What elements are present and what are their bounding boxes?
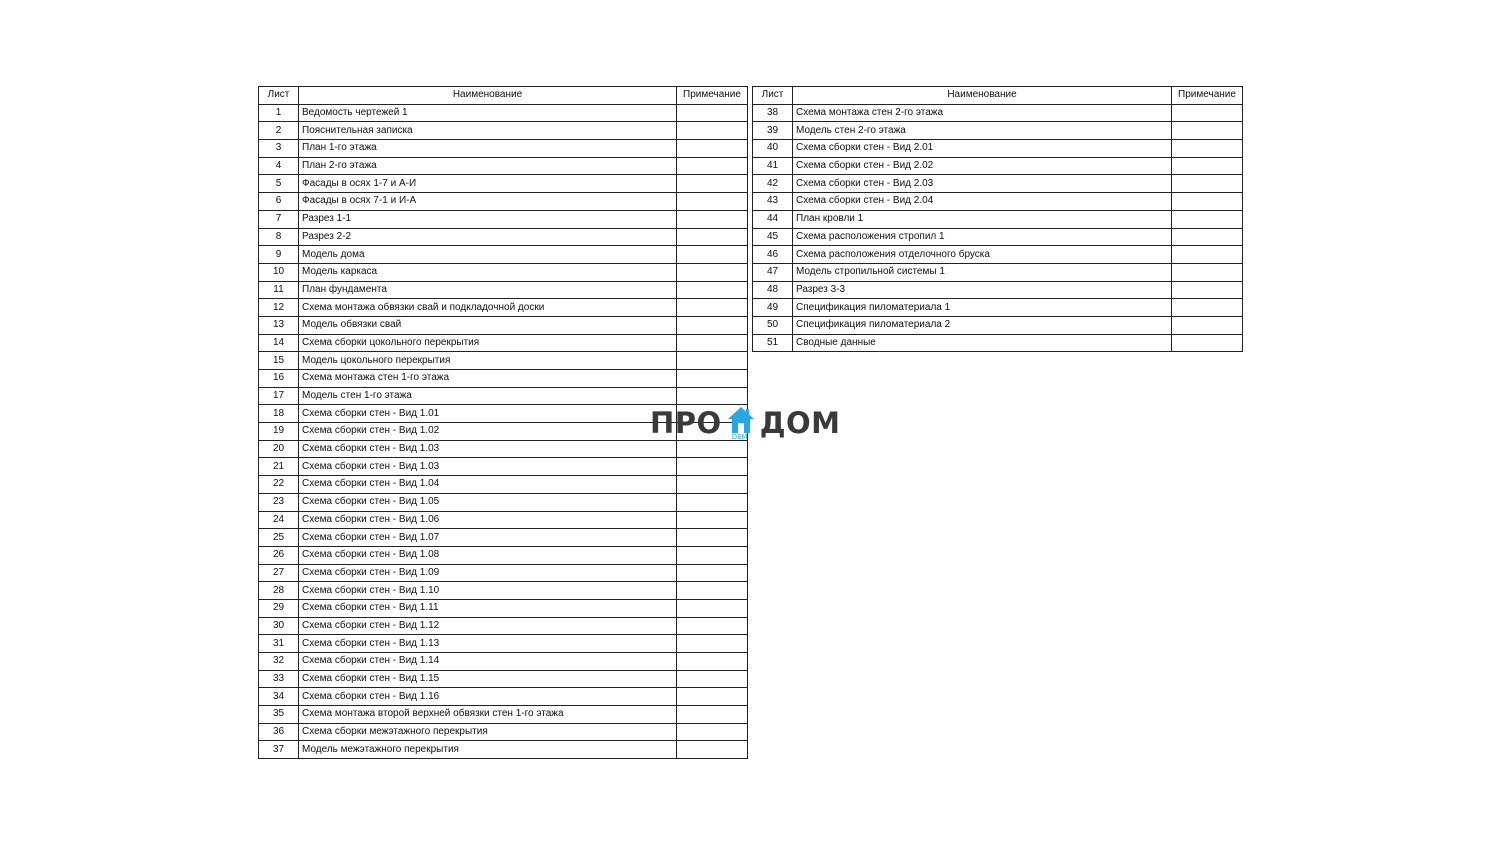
sheet-number-cell: 21 (259, 458, 299, 476)
sheet-number-cell: 26 (259, 546, 299, 564)
table-header-row (259, 87, 748, 105)
sheet-name-cell: Фасады в осях 7-1 и И-А (299, 193, 677, 211)
note-cell (677, 246, 748, 264)
table-row (259, 582, 748, 600)
note-cell (677, 157, 748, 175)
table-row (259, 688, 748, 706)
watermark-logo (650, 403, 841, 443)
note-cell (677, 635, 748, 653)
table-row (259, 193, 748, 211)
sheet-number-cell: 47 (753, 263, 793, 281)
note-cell (677, 228, 748, 246)
note-cell (1172, 263, 1243, 281)
watermark-left-text: ПРО (650, 406, 722, 440)
note-cell (1172, 334, 1243, 352)
note-cell (1172, 140, 1243, 158)
table-row (259, 299, 748, 317)
sheet-name-cell: Схема сборки стен - Вид 1.07 (299, 529, 677, 547)
sheet-name-cell: Схема монтажа второй верхней обвязки стен 1-го этажа (299, 706, 677, 724)
table-row (259, 546, 748, 564)
sheet-name-cell: Схема монтажа обвязки свай и подкладочной доски (299, 299, 677, 317)
sheet-name-cell: Схема сборки стен - Вид 1.10 (299, 582, 677, 600)
sheet-name-cell: Схема сборки стен - Вид 1.16 (299, 688, 677, 706)
sheet-name-cell: Схема сборки стен - Вид 2.03 (793, 175, 1172, 193)
sheet-name-cell: Разрез 2-2 (299, 228, 677, 246)
note-cell (677, 599, 748, 617)
note-cell (1172, 157, 1243, 175)
sheet-name-cell: Схема сборки стен - Вид 1.03 (299, 458, 677, 476)
table-row (753, 316, 1243, 334)
note-cell (677, 263, 748, 281)
sheet-number-cell: 35 (259, 706, 299, 724)
note-cell (677, 688, 748, 706)
sheet-name-cell: Модель каркаса (299, 263, 677, 281)
table-header-row (753, 87, 1243, 105)
sheet-name-cell: Схема сборки стен - Вид 2.01 (793, 140, 1172, 158)
note-cell (677, 529, 748, 547)
table-row (753, 334, 1243, 352)
sheet-name-cell: Сводные данные (793, 334, 1172, 352)
sheet-name-cell: План фундамента (299, 281, 677, 299)
note-cell (677, 140, 748, 158)
sheet-number-cell: 40 (753, 140, 793, 158)
sheet-number-cell: 2 (259, 122, 299, 140)
sheet-number-cell: 31 (259, 635, 299, 653)
sheet-name-cell: Спецификация пиломатериала 1 (793, 299, 1172, 317)
sheet-number-cell: 16 (259, 370, 299, 388)
note-cell (677, 175, 748, 193)
sheet-number-cell: 36 (259, 723, 299, 741)
table-row (259, 175, 748, 193)
table-row (259, 157, 748, 175)
sheet-name-cell: Схема монтажа стен 1-го этажа (299, 370, 677, 388)
table-row (259, 476, 748, 494)
table-row (753, 140, 1243, 158)
note-cell (677, 122, 748, 140)
sheet-number-cell: 39 (753, 122, 793, 140)
sheet-number-cell: 5 (259, 175, 299, 193)
note-cell (677, 334, 748, 352)
sheet-name-cell: Схема сборки стен - Вид 1.11 (299, 599, 677, 617)
sheet-name-cell: Модель стен 1-го этажа (299, 387, 677, 405)
sheet-name-cell: Схема монтажа стен 2-го этажа (793, 104, 1172, 122)
sheet-number-cell: 10 (259, 263, 299, 281)
sheet-number-cell: 49 (753, 299, 793, 317)
sheet-number-cell: 13 (259, 316, 299, 334)
sheet-number-cell: 51 (753, 334, 793, 352)
table-row (259, 635, 748, 653)
sheet-name-cell: Модель стен 2-го этажа (793, 122, 1172, 140)
table-row (259, 723, 748, 741)
table-row (259, 706, 748, 724)
note-cell (1172, 210, 1243, 228)
sheet-number-cell: 19 (259, 423, 299, 441)
sheet-number-cell: 37 (259, 741, 299, 759)
note-cell (1172, 316, 1243, 334)
sheet-name-cell: Схема сборки стен - Вид 1.14 (299, 653, 677, 671)
note-cell (1172, 281, 1243, 299)
sheet-number-cell: 18 (259, 405, 299, 423)
table-row (259, 281, 748, 299)
table-row (259, 210, 748, 228)
sheet-name-cell: Разрез 1-1 (299, 210, 677, 228)
note-cell (677, 493, 748, 511)
table-row (259, 653, 748, 671)
sheet-name-cell: Модель обвязки свай (299, 316, 677, 334)
table-row (259, 263, 748, 281)
note-cell (1172, 104, 1243, 122)
sheet-name-cell: Схема сборки стен - Вид 1.04 (299, 476, 677, 494)
table-row (259, 529, 748, 547)
sheet-number-cell: 23 (259, 493, 299, 511)
sheet-name-cell: Схема сборки стен - Вид 1.12 (299, 617, 677, 635)
sheet-number-cell: 9 (259, 246, 299, 264)
header-name: Наименование (793, 87, 1172, 105)
note-cell (677, 370, 748, 388)
sheet-number-cell: 34 (259, 688, 299, 706)
sheet-name-cell: Модель межэтажного перекрытия (299, 741, 677, 759)
sheet-name-cell: Схема сборки стен - Вид 1.05 (299, 493, 677, 511)
sheet-number-cell: 33 (259, 670, 299, 688)
note-cell (677, 564, 748, 582)
table-row (259, 246, 748, 264)
sheet-number-cell: 12 (259, 299, 299, 317)
note-cell (677, 741, 748, 759)
note-cell (677, 193, 748, 211)
sheet-number-cell: 44 (753, 210, 793, 228)
table-row (259, 104, 748, 122)
table-row (259, 316, 748, 334)
table-row (259, 741, 748, 759)
sheet-name-cell: План 2-го этажа (299, 157, 677, 175)
table-row (753, 104, 1243, 122)
table-row (753, 175, 1243, 193)
header-note: Примечание (677, 87, 748, 105)
sheet-name-cell: Схема расположения отделочного бруска (793, 246, 1172, 264)
sheet-number-cell: 22 (259, 476, 299, 494)
sheet-number-cell: 50 (753, 316, 793, 334)
table-row (259, 458, 748, 476)
sheet-number-cell: 3 (259, 140, 299, 158)
table-row (753, 193, 1243, 211)
sheet-number-cell: 32 (259, 653, 299, 671)
sheet-name-cell: Спецификация пиломатериала 2 (793, 316, 1172, 334)
table-row (753, 281, 1243, 299)
header-name: Наименование (299, 87, 677, 105)
table-row (753, 246, 1243, 264)
table-row (259, 493, 748, 511)
note-cell (677, 670, 748, 688)
note-cell (677, 210, 748, 228)
sheet-name-cell: Модель цокольного перекрытия (299, 352, 677, 370)
sheet-name-cell: Фасады в осях 1-7 и А-И (299, 175, 677, 193)
sheet-name-cell: Модель дома (299, 246, 677, 264)
table-row (753, 210, 1243, 228)
sheet-name-cell: Схема сборки стен - Вид 1.02 (299, 423, 677, 441)
sheet-number-cell: 17 (259, 387, 299, 405)
table-row (753, 157, 1243, 175)
sheet-name-cell: Схема сборки цокольного перекрытия (299, 334, 677, 352)
table-row (259, 140, 748, 158)
sheet-number-cell: 6 (259, 193, 299, 211)
sheet-name-cell: Схема сборки стен - Вид 1.15 (299, 670, 677, 688)
sheet-name-cell: Схема сборки стен - Вид 1.08 (299, 546, 677, 564)
table-row (259, 670, 748, 688)
sheet-name-cell: Модель стропильной системы 1 (793, 263, 1172, 281)
sheet-number-cell: 45 (753, 228, 793, 246)
sheet-name-cell: Схема сборки стен - Вид 1.06 (299, 511, 677, 529)
note-cell (677, 352, 748, 370)
note-cell (1172, 228, 1243, 246)
watermark-sub-text: DEM (731, 433, 748, 441)
table-row (259, 564, 748, 582)
table-row (753, 228, 1243, 246)
table-row (259, 370, 748, 388)
sheet-number-cell: 42 (753, 175, 793, 193)
note-cell (677, 546, 748, 564)
table-row (259, 334, 748, 352)
sheet-name-cell: Схема сборки стен - Вид 1.03 (299, 440, 677, 458)
note-cell (1172, 299, 1243, 317)
table-row (753, 299, 1243, 317)
sheet-number-cell: 48 (753, 281, 793, 299)
sheet-number-cell: 15 (259, 352, 299, 370)
table-row (753, 122, 1243, 140)
sheet-number-cell: 27 (259, 564, 299, 582)
sheet-number-cell: 20 (259, 440, 299, 458)
note-cell (677, 653, 748, 671)
sheet-name-cell: Схема сборки стен - Вид 2.02 (793, 157, 1172, 175)
sheet-number-cell: 1 (259, 104, 299, 122)
note-cell (1172, 175, 1243, 193)
sheet-number-cell: 4 (259, 157, 299, 175)
sheet-number-cell: 29 (259, 599, 299, 617)
sheet-number-cell: 8 (259, 228, 299, 246)
header-note: Примечание (1172, 87, 1243, 105)
house-icon (726, 405, 756, 441)
sheet-name-cell: Схема сборки стен - Вид 2.04 (793, 193, 1172, 211)
sheet-number-cell: 14 (259, 334, 299, 352)
note-cell (677, 511, 748, 529)
header-sheet: Лист (259, 87, 299, 105)
table-row (259, 352, 748, 370)
table-row (259, 228, 748, 246)
note-cell (677, 316, 748, 334)
sheet-number-cell: 46 (753, 246, 793, 264)
note-cell (1172, 193, 1243, 211)
note-cell (677, 104, 748, 122)
note-cell (677, 706, 748, 724)
note-cell (1172, 122, 1243, 140)
sheet-name-cell: Пояснительная записка (299, 122, 677, 140)
table-row (753, 263, 1243, 281)
note-cell (677, 617, 748, 635)
sheet-name-cell: Разрез 3-3 (793, 281, 1172, 299)
sheet-number-cell: 28 (259, 582, 299, 600)
sheet-number-cell: 41 (753, 157, 793, 175)
table-row (259, 511, 748, 529)
header-sheet: Лист (753, 87, 793, 105)
sheet-number-cell: 30 (259, 617, 299, 635)
sheet-number-cell: 11 (259, 281, 299, 299)
note-cell (1172, 246, 1243, 264)
watermark-right-text: ДОМ (759, 406, 841, 440)
table-row (259, 599, 748, 617)
sheet-name-cell: Схема сборки стен - Вид 1.13 (299, 635, 677, 653)
note-cell (677, 458, 748, 476)
sheet-name-cell: Схема сборки стен - Вид 1.09 (299, 564, 677, 582)
sheet-name-cell: План кровли 1 (793, 210, 1172, 228)
table-row (259, 122, 748, 140)
sheet-name-cell: Ведомость чертежей 1 (299, 104, 677, 122)
sheet-number-cell: 43 (753, 193, 793, 211)
note-cell (677, 582, 748, 600)
sheet-name-cell: Схема сборки стен - Вид 1.01 (299, 405, 677, 423)
drawings-list-table-right (752, 86, 1243, 352)
sheet-name-cell: План 1-го этажа (299, 140, 677, 158)
sheet-number-cell: 7 (259, 210, 299, 228)
sheet-number-cell: 24 (259, 511, 299, 529)
table-body-right (753, 104, 1243, 352)
sheet-number-cell: 25 (259, 529, 299, 547)
sheet-name-cell: Схема сборки межэтажного перекрытия (299, 723, 677, 741)
sheet-name-cell: Схема расположения стропил 1 (793, 228, 1172, 246)
table-row (259, 617, 748, 635)
note-cell (677, 476, 748, 494)
note-cell (677, 299, 748, 317)
sheet-number-cell: 38 (753, 104, 793, 122)
note-cell (677, 281, 748, 299)
note-cell (677, 723, 748, 741)
